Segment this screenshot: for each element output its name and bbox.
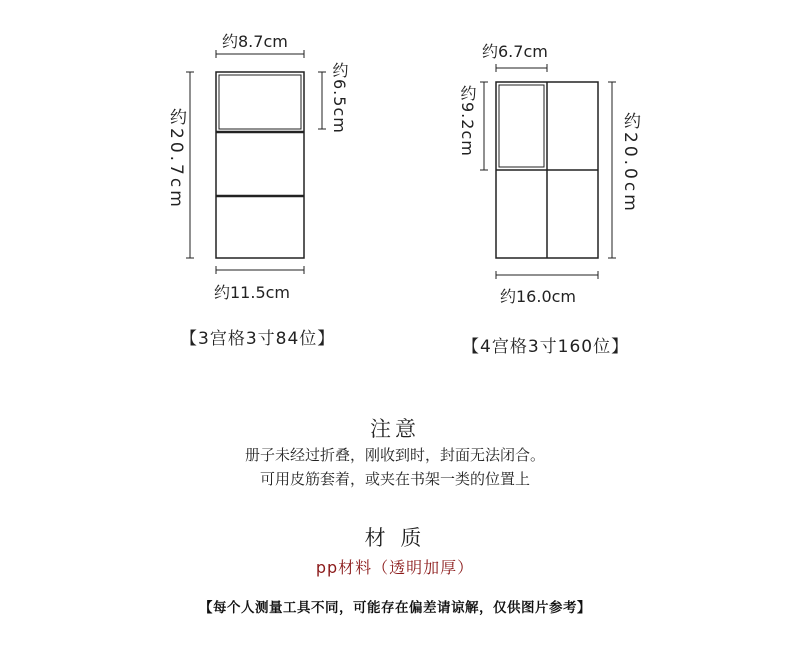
photo-slot-inner (499, 85, 544, 167)
photo-slot-inner (219, 75, 301, 129)
four-grid-album (480, 64, 616, 279)
album-outline (216, 72, 304, 258)
notice-title: 注意 (370, 417, 420, 441)
d1-cell-height-label: 约6.5cm (330, 62, 349, 134)
d1-bottom-width-label: 约11.5cm (214, 283, 291, 302)
d2-bottom-width-label: 约16.0cm (500, 287, 577, 306)
d2-cell-height-label: 约9.2cm (458, 85, 477, 157)
three-grid-album (186, 50, 326, 274)
d2-top-width-label: 约6.7cm (482, 42, 548, 61)
d2-total-height-label: 约20.0cm (620, 112, 640, 214)
material-value: pp材料（透明加厚） (315, 558, 475, 577)
notice-line-2: 可用皮筋套着，或夹在书架一类的位置上 (259, 470, 530, 488)
d1-top-width-label: 约8.7cm (222, 32, 288, 51)
notice-line-1: 册子未经过折叠，刚收到时，封面无法闭合。 (244, 446, 545, 464)
d2-caption: 【4宫格3寸160位】 (462, 337, 630, 357)
disclaimer: 【每个人测量工具不同，可能存在偏差请谅解，仅供图片参考】 (199, 600, 591, 616)
d1-caption: 【3宫格3寸84位】 (180, 329, 336, 349)
material-title: 材 质 (364, 526, 426, 550)
d1-total-height-label: 约20.7cm (166, 108, 186, 210)
